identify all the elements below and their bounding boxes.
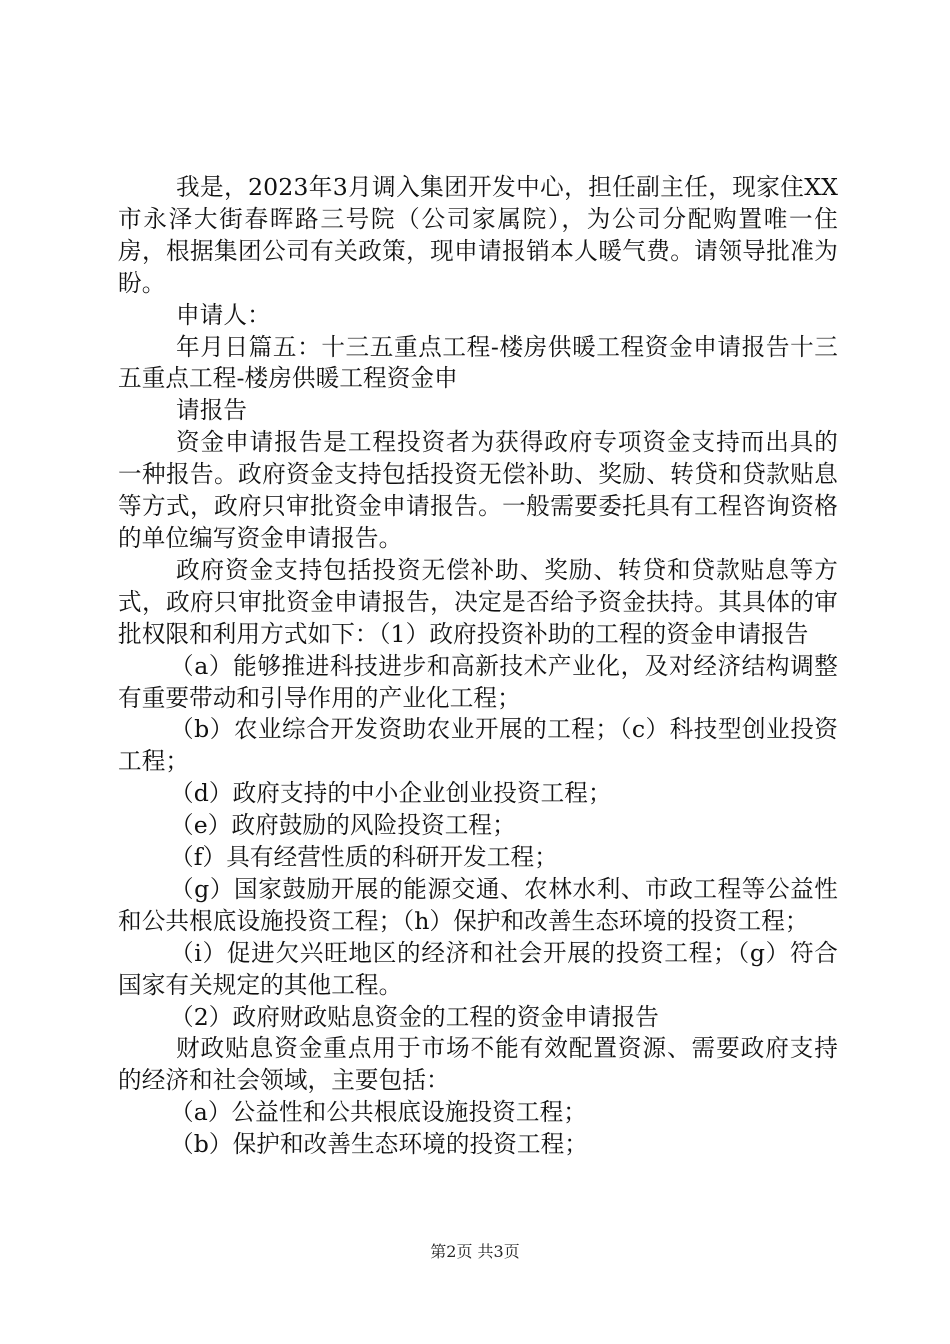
paragraph-7: （a）能够推进科技进步和高新技术产业化，及对经济结构调整有重要带动和引导作用的产业化工程； [118, 651, 838, 712]
paragraph-2: 申请人： [176, 300, 271, 329]
paragraph-9: （d）政府支持的中小企业创业投资工程； [170, 779, 612, 808]
paragraph-11: （f）具有经营性质的科研开发工程； [170, 843, 558, 872]
paragraph-4: 请报告 [176, 396, 248, 425]
paragraph-3: 年月日篇五：十三五重点工程-楼房供暖工程资金申请报告十三五重点工程-楼房供暖工程资金申 [118, 332, 838, 393]
paragraph-13: （i）促进欠兴旺地区的经济和社会开展的投资工程；（g）符合国家有关规定的其他工程。 [118, 938, 838, 999]
paragraph-12: （g）国家鼓励开展的能源交通、农林水利、市政工程等公益性和公共根底设施投资工程；（h）保护和改善生态环境的投资工程； [118, 874, 838, 935]
paragraph-14: （2）政府财政贴息资金的工程的资金申请报告 [170, 1002, 659, 1031]
paragraph-10: （e）政府鼓励的风险投资工程； [170, 811, 516, 840]
page-footer: 第2页 共3页 [430, 1242, 520, 1261]
document-body [118, 172, 838, 1161]
paragraph-1: 我是，2023年3月调入集团开发中心，担任副主任，现家住XX市永泽大街春晖路三号院（公司家属院），为公司分配购置唯一住房，根据集团公司有关政策，现申请报销本人暖气费。请领导批准为盼。 [118, 173, 838, 297]
paragraph-15: 财政贴息资金重点用于市场不能有效配置资源、需要政府支持的经济和社会领域，主要包括： [118, 1034, 838, 1095]
paragraph-6: 政府资金支持包括投资无偿补助、奖励、转贷和贷款贴息等方式，政府只审批资金申请报告，决定是否给予资金扶持。其具体的审批权限和利用方式如下：（1）政府投资补助的工程的资金申请报告 [118, 555, 838, 648]
paragraph-5: 资金申请报告是工程投资者为获得政府专项资金支持而出具的一种报告。政府资金支持包括投资无偿补助、奖励、转贷和贷款贴息等方式，政府只审批资金申请报告。一般需要委托具有工程咨询资格的单位编写资金申请报告。 [118, 428, 838, 552]
paragraph-8: （b）农业综合开发资助农业开展的工程；（c）科技型创业投资工程； [118, 715, 838, 776]
paragraph-17: （b）保护和改善生态环境的投资工程； [170, 1130, 588, 1159]
paragraph-16: （a）公益性和公共根底设施投资工程； [170, 1098, 587, 1127]
